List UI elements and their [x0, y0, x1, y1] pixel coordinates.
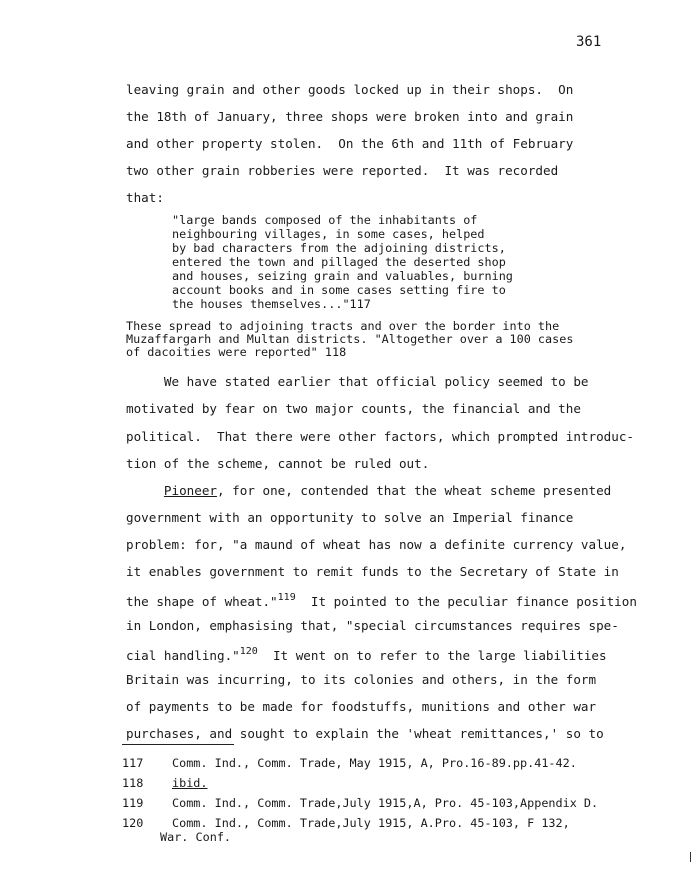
body-line: two other grain robberies were reported. It was recorded [126, 163, 559, 178]
footnote-ref: 120 [239, 646, 258, 657]
footnote-text: Comm. Ind., Comm. Trade,July 1915, A.Pro. 45-103, F 132, [172, 816, 570, 830]
body-line: purchases, and sought to explain the 'wheat remittances,' so to [126, 726, 604, 741]
body-line: it enables government to remit funds to the Secretary of State in [126, 564, 619, 579]
body-line [126, 485, 611, 498]
body-line: Muzaffargarh and Multan districts. "Altogether over a 100 cases [126, 332, 574, 346]
quote-line: "large bands composed of the inhabitants of [172, 213, 478, 227]
body-line: in London, emphasising that, "special circumstances requires spe- [126, 618, 619, 633]
body-line [126, 593, 637, 609]
footnote-divider [122, 744, 234, 745]
body-line: Britain was incurring, to its colonies and others, in the form [126, 672, 597, 687]
quote-line: by bad characters from the adjoining districts, [172, 241, 506, 255]
body-line: of dacoities were reported" 118 [126, 345, 347, 359]
body-text: It went on to refer to the large liabilities [257, 648, 607, 663]
quote-line: neighbouring villages, in some cases, helped [172, 227, 485, 241]
body-text: It pointed to the peculiar finance position [295, 594, 637, 609]
body-line: and other property stolen. On the 6th and 11th of February [126, 136, 574, 151]
quote-line: and houses, seizing grain and valuables, burning [172, 269, 513, 283]
footnote [122, 798, 598, 810]
footnote-text: Comm. Ind., Comm. Trade, May 1915, A, Pro.16-89.pp.41-42. [172, 756, 577, 770]
quote-line: account books and in some cases setting fire to [172, 283, 506, 297]
page-number: 361 [576, 34, 602, 50]
body-line: tion of the scheme, cannot be ruled out. [126, 456, 430, 471]
body-line: problem: for, "a maund of wheat has now a definite currency value, [126, 537, 627, 552]
body-line: These spread to adjoining tracts and over the border into the [126, 319, 560, 333]
footnote-continuation: War. Conf. [160, 830, 232, 844]
footnote-number: 118 [122, 776, 144, 790]
body-line: the 18th of January, three shops were broken into and grain [126, 109, 574, 124]
footnote [122, 818, 570, 830]
footnote-number: 119 [122, 796, 144, 810]
body-line: We have stated earlier that official policy seemed to be [126, 374, 589, 389]
body-line [126, 647, 607, 663]
body-line: political. That there were other factors, which prompted introduc- [126, 429, 634, 444]
body-text: the shape of wheat." [126, 594, 278, 609]
footnote-number: 120 [122, 816, 144, 830]
footnote-text: ibid. [172, 776, 208, 790]
footnote-ref: 119 [277, 592, 296, 603]
pioneer-title: Pioneer [163, 483, 217, 498]
footnote [122, 758, 577, 770]
body-line: of payments to be made for foodstuffs, munitions and other war [126, 699, 597, 714]
footnote-text: Comm. Ind., Comm. Trade,July 1915,A, Pro. 45-103,Appendix D. [172, 796, 599, 810]
footnote-number: 117 [122, 756, 144, 770]
footnote [122, 778, 208, 790]
margin-mark [690, 852, 691, 862]
quote-line: the houses themselves..."117 [172, 297, 371, 311]
body-line: that: [126, 190, 164, 205]
body-line: government with an opportunity to solve an Imperial finance [126, 510, 574, 525]
body-text: , for one, contended that the wheat scheme presented [217, 483, 612, 498]
body-line: leaving grain and other goods locked up in their shops. On [126, 82, 574, 97]
quote-line: entered the town and pillaged the deserted shop [172, 255, 506, 269]
body-line: motivated by fear on two major counts, the financial and the [126, 401, 581, 416]
body-text: cial handling." [126, 648, 240, 663]
